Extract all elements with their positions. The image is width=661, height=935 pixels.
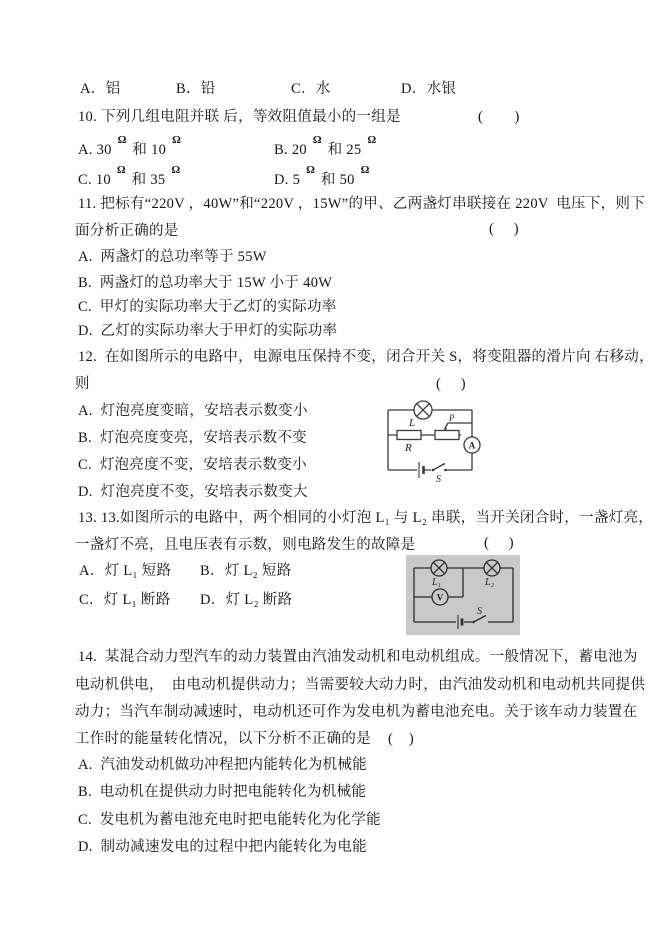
q10-option-a <box>78 134 183 159</box>
resistor-icon <box>397 431 421 440</box>
ohm-symbol: Ω <box>360 164 370 176</box>
q12-answer-paren: ( ) <box>436 376 466 392</box>
lamp1-label: L₁ <box>432 577 442 588</box>
resistor-label: R <box>405 442 412 454</box>
ammeter-label: A <box>468 440 476 451</box>
q10-answer-paren: ( ) <box>478 109 520 125</box>
q10-stem: 10. 下列几组电阻并联 后，等效阻值最小的一组是 <box>78 109 401 125</box>
q14-option-b: B. 电动机在提供动力时把电能转化为机械能 <box>78 784 367 800</box>
q14-stem-line3: 动力；当汽车制动减速时，电动机还可作为发电机为蓄电池充电。关于该车动力装置在 <box>75 704 638 720</box>
rheostat-icon <box>435 431 459 440</box>
q12-option-d: D. 灯泡亮度不变，安培表示数变大 <box>78 484 308 500</box>
q13-circuit-diagram <box>406 555 520 639</box>
q14-answer-paren: ( ) <box>388 731 414 747</box>
q13-option-d: D．灯 L₂ 断路 <box>200 592 293 608</box>
q10-option-d-part1: D. 5 <box>274 171 305 188</box>
q12-circuit-diagram <box>378 393 482 485</box>
q12-option-b: B. 灯泡亮度变亮，安培表示数不变 <box>78 430 307 446</box>
switch-contact <box>444 469 447 472</box>
switch-blade <box>433 464 445 471</box>
q14-stem-line2: 电动机供电， 由电动机提供动力；当需要较大动力时，由汽油发动机和电动机共同提供 <box>75 677 646 693</box>
q14-option-a: A. 汽油发动机做功冲程把内能转化为机械能 <box>78 757 367 773</box>
ohm-symbol: Ω <box>312 134 322 146</box>
q13-option-c: C．灯 L₁ 断路 <box>79 592 171 608</box>
slider-label: P <box>449 413 455 423</box>
q10-option-d <box>274 164 371 189</box>
q13-stem-line1: 13. 13.如图所示的电路中，两个相同的小灯泡 L₁ 与 L₂ 串联，当开关闭合时，一盏灯亮， <box>78 510 654 526</box>
q10-option-d-part2: 和 50 <box>316 171 359 188</box>
q10-option-c-part2: 和 35 <box>127 171 170 188</box>
q10-option-a-part2: 和 10 <box>128 141 171 158</box>
q10-option-a-part1: A. 30 <box>78 141 116 158</box>
q10-option-b-part2: 和 25 <box>323 141 366 158</box>
q12-stem-line2: 则 <box>75 376 90 392</box>
ohm-symbol: Ω <box>117 134 127 146</box>
q13-stem-line2: 一盏灯不亮，且电压表有示数，则电路发生的故障是 <box>75 537 416 553</box>
q11-option-c: C. 甲灯的实际功率大于乙灯的实际功率 <box>78 299 337 315</box>
q12-option-c: C. 灯泡亮度不变，安培表示数变小 <box>78 457 307 473</box>
ohm-symbol: Ω <box>172 134 181 146</box>
q11-option-b: B. 两盏灯的总功率大于 15W 小于 40W <box>78 275 333 291</box>
ohm-symbol: Ω <box>171 164 181 176</box>
q9-option-a: A．铝 <box>80 81 121 97</box>
q12-option-a: A. 灯泡亮度变暗，安培表示数变小 <box>78 403 308 419</box>
q9-option-c: C．水 <box>291 81 331 97</box>
q11-option-d: D. 乙灯的实际功率大于甲灯的实际功率 <box>78 323 338 339</box>
voltmeter-label: V <box>436 592 444 603</box>
q13-option-b: B．灯 L₂ 短路 <box>200 563 292 579</box>
q10-option-b <box>274 134 378 159</box>
switch-label: S <box>477 606 482 617</box>
lamp-cross <box>417 404 430 417</box>
q14-stem-line1: 14. 某混合动力型汽车的动力装置由汽油发动机和电动机组成。一般情况下，蓄电池为 <box>78 649 638 665</box>
q9-option-d: D．水银 <box>401 81 457 97</box>
q13-answer-paren: ( ) <box>484 535 514 551</box>
switch-label: S <box>436 474 441 485</box>
q14-option-c: C. 发电机为蓄电池充电时把电能转化为化学能 <box>78 812 381 828</box>
q10-option-b-part1: B. 20 <box>274 141 311 158</box>
q9-option-b: B．铅 <box>176 81 216 97</box>
rheostat-slider-wire <box>445 423 472 429</box>
ohm-symbol: Ω <box>367 134 377 146</box>
q14-option-d: D. 制动减速发电的过程中把内能转化为电能 <box>78 839 367 855</box>
q12-stem-line1: 12. 在如图所示的电路中，电源电压保持不变，闭合开关 S，将变阻器的滑片向 右移动， <box>78 349 654 365</box>
q11-option-a: A. 两盏灯的总功率等于 55W <box>78 249 267 265</box>
q11-stem-line1: 11. 把标有“220V ，40W”和“220V ，15W”的甲、乙两盏灯串联接在 220V 电压下，则下 <box>78 196 646 212</box>
lamp2-label: L₂ <box>485 577 495 588</box>
q11-answer-paren: ( ) <box>489 221 519 237</box>
lamp-label: L <box>409 417 416 429</box>
q10-option-c-part1: C. 10 <box>78 171 115 188</box>
q13-option-a: A．灯 L₁ 短路 <box>79 563 172 579</box>
ohm-symbol: Ω <box>116 164 126 176</box>
ohm-symbol: Ω <box>306 164 315 176</box>
q14-stem-line4: 工作时的能量转化情况，以下分析不正确的是 <box>75 731 371 747</box>
q11-stem-line2: 面分析正确的是 <box>75 223 179 239</box>
q10-option-c <box>78 164 182 189</box>
